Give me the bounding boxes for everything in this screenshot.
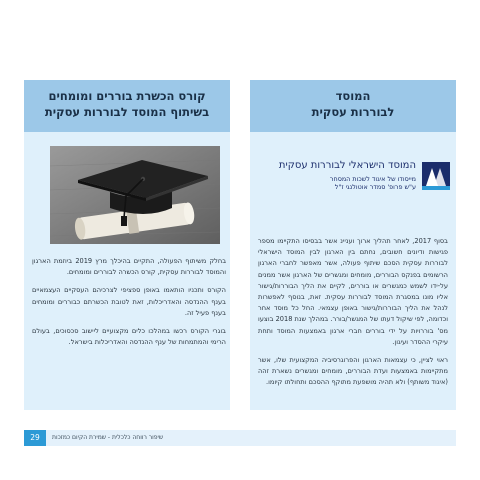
spread xyxy=(24,80,456,446)
institute-title-line2: לבוררות עסקית xyxy=(311,105,395,119)
institute-logo-mark-icon xyxy=(422,162,450,190)
course-paragraph: בוגרי הקורס רכשו במהלכו כלים מקצועיים ליישוב סכסוכים, בעולם הרימי והמתמחות של ענף ההנדסה והאדריכלות בישראל. xyxy=(32,327,226,347)
institute-article-body xyxy=(258,236,448,396)
institute-article xyxy=(250,80,456,410)
course-paragraph: הקורס ותכניו הותאמו באופן ספציפי לצרכיהם העסקיים העצמאיים בענף ההנדסה והאדריכלות, זאת לטובת הכשרתם כבוררים ומומחים בענף פעיל זה. xyxy=(32,286,226,317)
institute-article-header xyxy=(250,80,456,132)
institute-paragraph: ראוי לציין, כי עצמאות הארגון והפרוגרסיביה המקצועית שלו, אשר מתקיימות באמצעות ועדת הבוררים, מומחים ומגשרים נשארת זהה (איגוד משותף) ולא תהיה מושפעת מתוקף ההסכם ותחולתו קיומו. xyxy=(258,356,448,387)
institute-paragraph: בסוף 2017, לאחר תהליך ארוך ועניינ אשר בבסיסו התקיימו מספר פגישות ודיונים חשובים, נחתם בין הארגון לבין המוסד הישראלי לבוררות עסקית הסכם שיתוף פעולה, אשר מאפשר לחברי הארגון הרשומים בפנקס הבוררים, מומחים ומגשרים של הארגון אשר ממנים על-ידו לשמש כמגשרים או בוררים, לקיים את הליך הבוררות/גישור אליו מונו במסגרת המוסד לבוררות עסקית. זאת, בנוסף לאפשרות לנהל את הליך הבוררות/גישור באופן עצמאי. החל כל מוסד אחר וכדומה, לפי שיקול דעתו של המגשר/בורר. במהלך שנת 2018 בוצעו מס' בוררויות על ידי בוררים חברי ארגון באמצעות המוסד ותחת עיקרי ההסדר ועיגון. xyxy=(258,237,448,346)
page-footer xyxy=(24,430,456,446)
institute-logo-subtitle: מייסודו של איגוד לשכות המסחר xyxy=(329,175,416,183)
institute-title-line1: המוסד xyxy=(335,89,371,103)
institute-logo xyxy=(258,158,454,204)
course-title-line1: קורס הכשרת בוררים ומומחים xyxy=(48,89,206,103)
institute-logo-founder: ע"ש פרופ' סמדר אוטולנגי ז"ל xyxy=(334,183,416,191)
page-number: 29 xyxy=(24,430,46,446)
footer-running-title: שיפור רווחה כלכלית - שמירת הקיום כמזכות xyxy=(52,434,164,441)
graduation-cap-photo xyxy=(50,146,220,244)
course-paragraph: בחלק משיתוף הפעולה, התקיים בהיכלך מרץ 2019 ביוזמת הארגון והמוסד לבוררות עסקית, קורס הכשרה לבוררים ומומחים. xyxy=(32,257,227,277)
course-article-header xyxy=(24,80,230,132)
course-title-line2: בשיתוף המוסד לבוררות עסקית xyxy=(44,105,210,119)
institute-logo-name: המוסד הישראלי לבוררות עסקית xyxy=(278,160,416,171)
graduation-cap-illustration xyxy=(50,146,220,244)
course-article xyxy=(24,80,230,410)
course-article-body xyxy=(32,256,226,355)
